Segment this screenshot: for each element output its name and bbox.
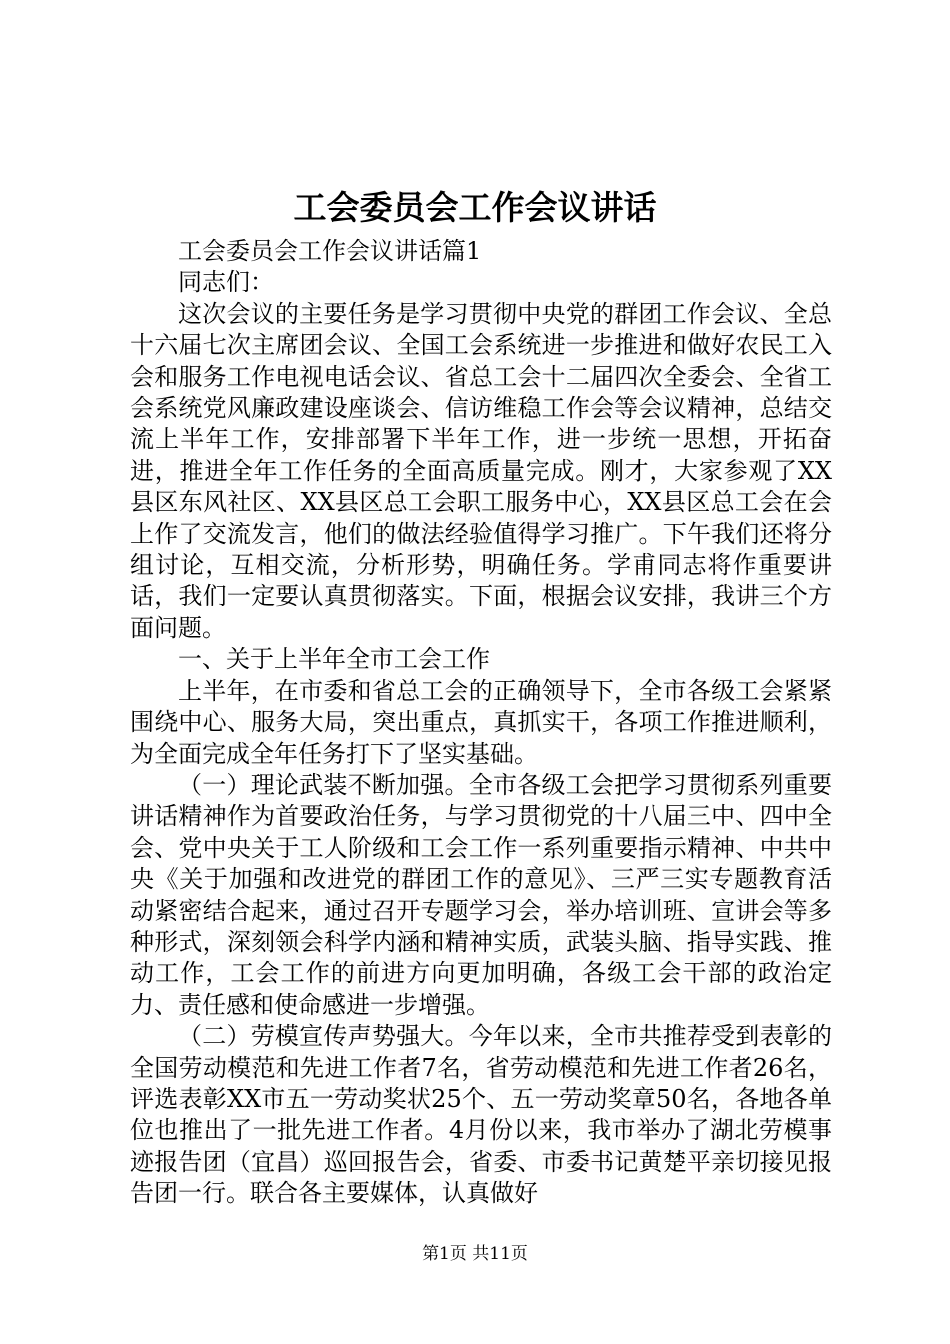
- page-footer: 第1页 共11页: [422, 1244, 528, 1264]
- document-body: [130, 236, 832, 1210]
- paragraph-salutation: 同志们：: [178, 268, 274, 297]
- paragraph-section-heading: 工会委员会工作会议讲话篇1: [178, 237, 482, 265]
- paragraph-model-workers: （二）劳模宣传声势强大。今年以来，全市共推荐受到表彰的全国劳动模范和先进工作者7名，省劳动模范和先进工作者26名，评选表彰XX市五一劳动奖状25个、五一劳动奖章50名，各地各单位也推出了一批先进工作者。4月份以来，我市举办了湖北劳模事迹报告团（宜昌）巡回报告会，省委、市委书记黄楚平亲切接见报告团一行。联合各主要媒体，认真做好: [130, 1022, 832, 1208]
- document-title: 工会委员会工作会议讲话: [293, 188, 657, 227]
- paragraph-heading-one: 一、关于上半年全市工会工作: [178, 645, 490, 674]
- paragraph-intro: 这次会议的主要任务是学习贯彻中央党的群团工作会议、全总十六届七次主席团会议、全国工会系统进一步推进和做好农民工入会和服务工作电视电话会议、省总工会十二届四次全委会、全省工会系统党风廉政建设座谈会、信访维稳工作会等会议精神，总结交流上半年工作，安排部署下半年工作，进一步统一思想，开拓奋进，推进全年工作任务的全面高质量完成。刚才，大家参观了XX县区东风社区、XX县区总工会职工服务中心，XX县区总工会在会上作了交流发言，他们的做法经验值得学习推广。下午我们还将分组讨论，互相交流，分析形势，明确任务。学甫同志将作重要讲话，我们一定要认真贯彻落实。下面，根据会议安排，我讲三个方面问题。: [130, 299, 832, 642]
- paragraph-theory: （一）理论武装不断加强。全市各级工会把学习贯彻系列重要讲话精神作为首要政治任务，与学习贯彻党的十八届三中、四中全会、党中央关于工人阶级和工会工作一系列重要指示精神、中共中央《关于加强和改进党的群团工作的意见》、三严三实专题教育活动紧密结合起来，通过召开专题学习会，举办培训班、宣讲会等多种形式，深刻领会科学内涵和精神实质，武装头脑、指导实践、推动工作，工会工作的前进方向更加明确，各级工会干部的政治定力、责任感和使命感进一步增强。: [130, 770, 832, 1019]
- paragraph-first-half-summary: 上半年，在市委和省总工会的正确领导下，全市各级工会紧紧围绕中心、服务大局，突出重点，真抓实干，各项工作推进顺利，为全面完成全年任务打下了坚实基础。: [130, 676, 832, 768]
